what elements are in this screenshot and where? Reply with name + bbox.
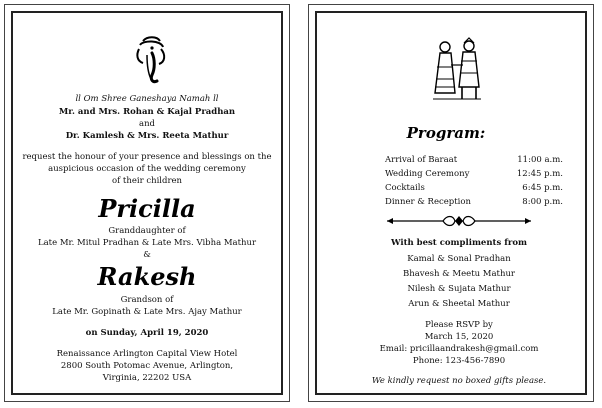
- program-time: 6:45 p.m.: [522, 183, 563, 193]
- program-title: Program:: [406, 124, 486, 142]
- ganesha-icon: [135, 35, 169, 87]
- program-time: 8:00 p.m.: [522, 197, 563, 207]
- venue-line-1: Renaissance Arlington Capital View Hotel: [56, 349, 238, 359]
- rsvp-email[interactable]: Email: pricillaandrakesh@gmail.com: [379, 344, 539, 354]
- invocation-text: ll Om Shree Ganeshaya Namah ll: [75, 94, 219, 104]
- compliments-name: Kamal & Sonal Pradhan: [407, 254, 511, 264]
- wedding-date: on Sunday, April 19, 2020: [85, 328, 209, 338]
- rsvp-phone[interactable]: Phone: 123-456-7890: [412, 356, 506, 366]
- request-line-3: of their children: [111, 176, 183, 186]
- program-time: 11:00 a.m.: [517, 155, 563, 165]
- rsvp-date: March 15, 2020: [424, 332, 494, 342]
- program-event: Wedding Ceremony: [385, 169, 470, 179]
- groom-relation: Grandson of: [120, 295, 174, 305]
- program-row: [385, 183, 563, 195]
- request-line-2: auspicious occasion of the wedding ceremony: [48, 164, 246, 174]
- card-border: [315, 11, 587, 395]
- compliments-name: Bhavesh & Meetu Mathur: [403, 269, 515, 279]
- gift-note: We kindly request no boxed gifts please.: [371, 376, 547, 386]
- bride-name: Pricilla: [98, 194, 196, 223]
- card-border: [11, 11, 283, 395]
- compliments-name: Arun & Sheetal Mathur: [408, 299, 510, 309]
- hosts-line-1: Mr. and Mrs. Rohan & Kajal Pradhan: [58, 107, 236, 117]
- program-row: [385, 197, 563, 209]
- compliments-name: Nilesh & Sujata Mathur: [407, 284, 511, 294]
- rsvp-line-1: Please RSVP by: [425, 320, 493, 330]
- hosts-and: and: [139, 119, 155, 129]
- ornament-divider: [385, 213, 533, 229]
- program-row: [385, 169, 563, 181]
- ampersand: &: [143, 250, 151, 260]
- invitation-card-front: [4, 4, 290, 402]
- program-time: 12:45 p.m.: [516, 169, 563, 179]
- bride-grandparents: Late Mr. Mitul Pradhan & Late Mrs. Vibha Mathur: [37, 238, 257, 248]
- groom-grandparents: Late Mr. Gopinath & Late Mrs. Ajay Mathur: [52, 307, 242, 317]
- invitation-card-back: [308, 4, 594, 402]
- program-event: Cocktails: [385, 183, 425, 193]
- hosts-line-2: Dr. Kamlesh & Mrs. Reeta Mathur: [65, 131, 229, 141]
- program-event: Arrival of Baraat: [385, 155, 458, 165]
- bride-groom-icon: [427, 37, 487, 103]
- venue-line-2: 2800 South Potomac Avenue, Arlington,: [60, 361, 234, 371]
- program-row: [385, 155, 563, 167]
- request-line-1: request the honour of your presence and blessings on the: [22, 152, 272, 162]
- bride-relation: Granddaughter of: [108, 226, 186, 236]
- venue-line-3: Virginia, 22202 USA: [102, 373, 192, 383]
- compliments-heading: With best compliments from: [390, 238, 527, 248]
- program-event: Dinner & Reception: [385, 197, 471, 207]
- groom-name: Rakesh: [97, 262, 197, 291]
